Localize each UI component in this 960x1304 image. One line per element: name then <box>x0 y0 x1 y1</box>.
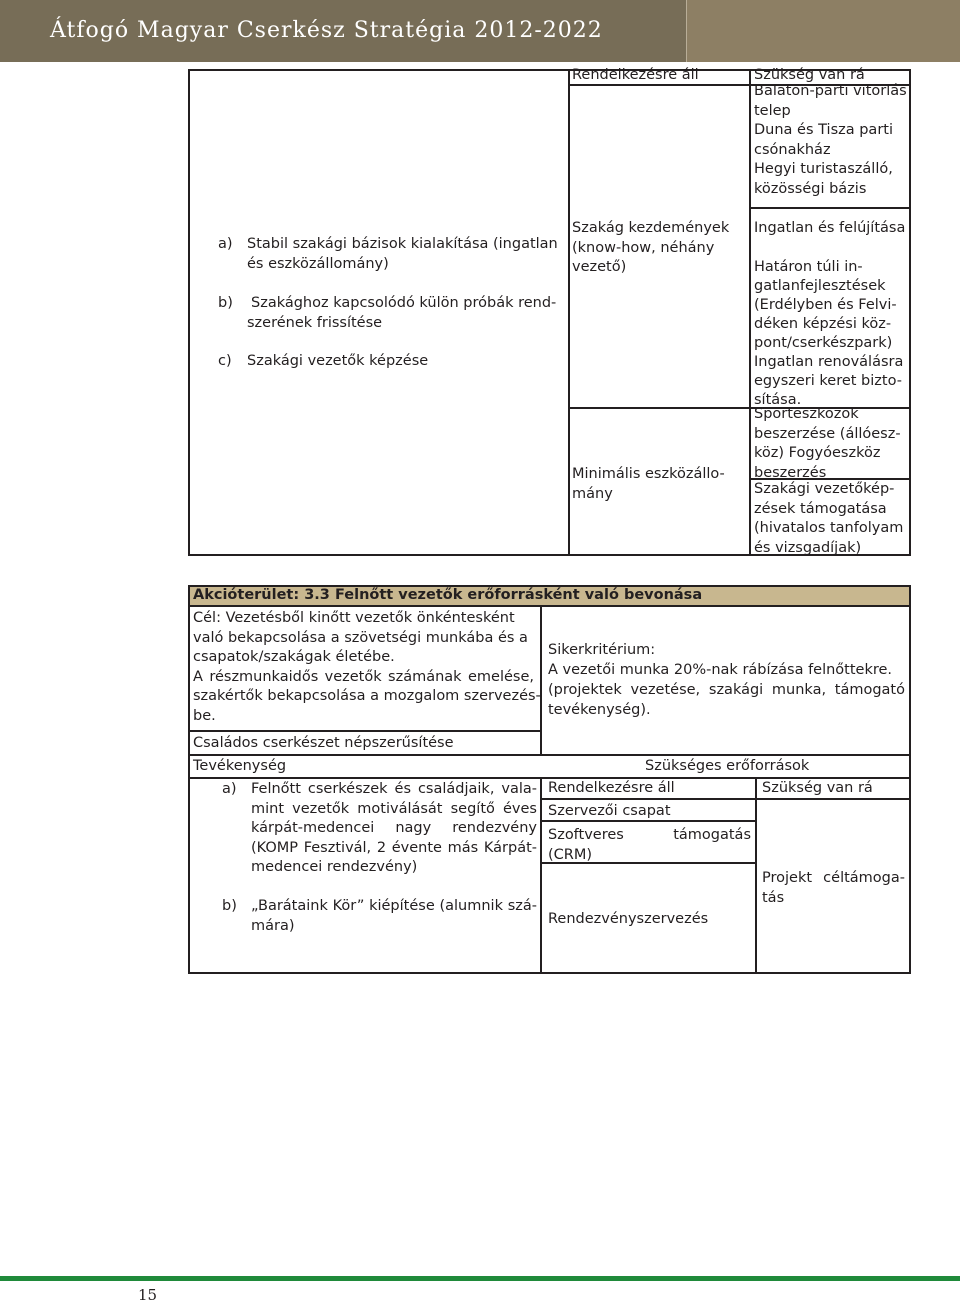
table-divider-1 <box>568 69 570 556</box>
activity-line: és eszközállomány) <box>247 256 389 272</box>
available-line: (know-how, néhány <box>572 239 715 256</box>
needed-line: csónakház <box>754 141 831 158</box>
footer-rule <box>0 1276 960 1281</box>
needed-item: tás <box>762 889 785 906</box>
needed-line: zések támogatása <box>754 500 887 517</box>
page-number: 15 <box>138 1286 158 1304</box>
needed-item: Projekt céltámoga- <box>762 870 905 886</box>
document-title: Átfogó Magyar Cserkész Stratégia 2012-2022 <box>50 18 603 43</box>
needed-line: déken képzési köz- <box>754 316 892 332</box>
needed-line: Szakági vezetőkép- <box>754 481 895 497</box>
needed-line: köz) Fogyóeszköz <box>754 445 881 461</box>
table-row-rule <box>568 407 751 409</box>
list-marker: b) <box>218 295 233 311</box>
needed-line: és vizsgadíjak) <box>754 539 862 556</box>
needed-line: egyszeri keret bizto- <box>754 373 902 389</box>
header-banner-right <box>686 0 960 62</box>
needed-line: telep <box>754 102 791 119</box>
needed-header: Szükség van rá <box>762 780 873 796</box>
goal-line: való bekapcsolása a szövetségi munkába és a <box>193 629 528 646</box>
success-label: Sikerkritérium: <box>548 642 656 658</box>
available-line: vezető) <box>572 259 627 275</box>
action-heading: Akcióterület: 3.3 Felnőtt vezetők erőforrásként való bevonása <box>193 587 703 603</box>
activity-line: mára) <box>251 917 295 934</box>
goal-line: A részmunkaidős vezetők számának emelése, <box>193 668 534 685</box>
needed-line: beszerzés <box>754 464 827 481</box>
family-rule <box>188 754 911 756</box>
goal-line: be. <box>193 707 216 724</box>
activity-header: Tevékenység <box>193 758 287 774</box>
activity-line: szerének frissítése <box>247 315 383 331</box>
resources-divider <box>755 777 757 974</box>
activity-line: (KOMP Fesztivál, 2 évente más Kárpát- <box>251 839 537 856</box>
list-marker: a) <box>222 781 237 797</box>
list-marker: a) <box>218 236 233 252</box>
activity-divider <box>540 777 542 974</box>
needed-line: beszerzése (állóesz- <box>754 425 901 442</box>
activity-line: kárpát-medencei nagy rendezvény <box>251 820 537 836</box>
needed-line: (Erdélyben és Felvi- <box>754 297 897 313</box>
column-header-needed: Szükség van rá <box>754 67 865 83</box>
column-header-available: Rendelkezésre áll <box>572 67 699 83</box>
goal-section-rule <box>188 730 540 732</box>
list-marker: b) <box>222 898 237 914</box>
success-line: tevékenység). <box>548 702 651 718</box>
needed-line: gatlanfejlesztések <box>754 278 886 294</box>
activity-line: Szakághoz kapcsolódó külön próbák rend- <box>251 295 557 311</box>
available-item: Szoftveres támogatás <box>548 827 751 843</box>
table-divider-2 <box>749 69 751 556</box>
available-line: mány <box>572 485 613 502</box>
needed-line: közösségi bázis <box>754 180 867 197</box>
activity-line: Felnőtt cserkészek és családjaik, vala- <box>251 781 537 797</box>
header-divider <box>686 0 687 62</box>
available-line: Minimális eszközállo- <box>572 466 725 482</box>
list-marker: c) <box>218 353 232 369</box>
needed-line: Ingatlan és felújítása <box>754 220 906 236</box>
goal-line: Cél: Vezetésből kinőtt vezetők önkéntesként <box>193 610 515 626</box>
needed-line: Hegyi turistaszálló, <box>754 161 893 177</box>
available-line: Szakág kezdemények <box>572 220 730 236</box>
needed-line: pont/cserkészpark) <box>754 335 893 351</box>
needed-line: sítása. <box>754 392 802 408</box>
needed-line: Balaton-parti vitorlás <box>754 83 907 99</box>
goal-line: csapatok/szakágak életébe. <box>193 649 395 665</box>
available-item: Szervezői csapat <box>548 803 671 819</box>
needed-line: Határon túli in- <box>754 259 863 275</box>
needed-line: Sporteszközök <box>754 406 859 422</box>
family-scouting-label: Családos cserkészet népszerűsítése <box>193 735 454 751</box>
activity-line: medencei rendezvény) <box>251 859 418 875</box>
table-needed-rule-1 <box>749 207 911 209</box>
success-line: A vezetői munka 20%-nak rábízása felnőttekre. <box>548 662 893 678</box>
available-item: Rendezvényszervezés <box>548 911 709 927</box>
available-header: Rendelkezésre áll <box>548 780 675 796</box>
available-item: (CRM) <box>548 846 593 863</box>
needed-line: (hivatalos tanfolyam <box>754 520 904 536</box>
activity-line: Stabil szakági bázisok kialakítása (ingatlan <box>247 236 558 252</box>
goal-line: szakértők bekapcsolása a mozgalom szervezés- <box>193 688 541 704</box>
success-line: (projektek vezetése, szakági munka, támogató <box>548 682 905 698</box>
goal-divider <box>540 606 542 754</box>
needed-line: Ingatlan renoválásra <box>754 354 904 370</box>
activity-line: mint vezetők motiválását segítő éves <box>251 800 537 817</box>
activity-line: „Barátaink Kör” kiépítése (alumnik szá- <box>251 898 537 914</box>
resources-header: Szükséges erőforrások <box>645 758 810 774</box>
activity-line: Szakági vezetők képzése <box>247 353 429 369</box>
needed-line: Duna és Tisza parti <box>754 122 893 138</box>
